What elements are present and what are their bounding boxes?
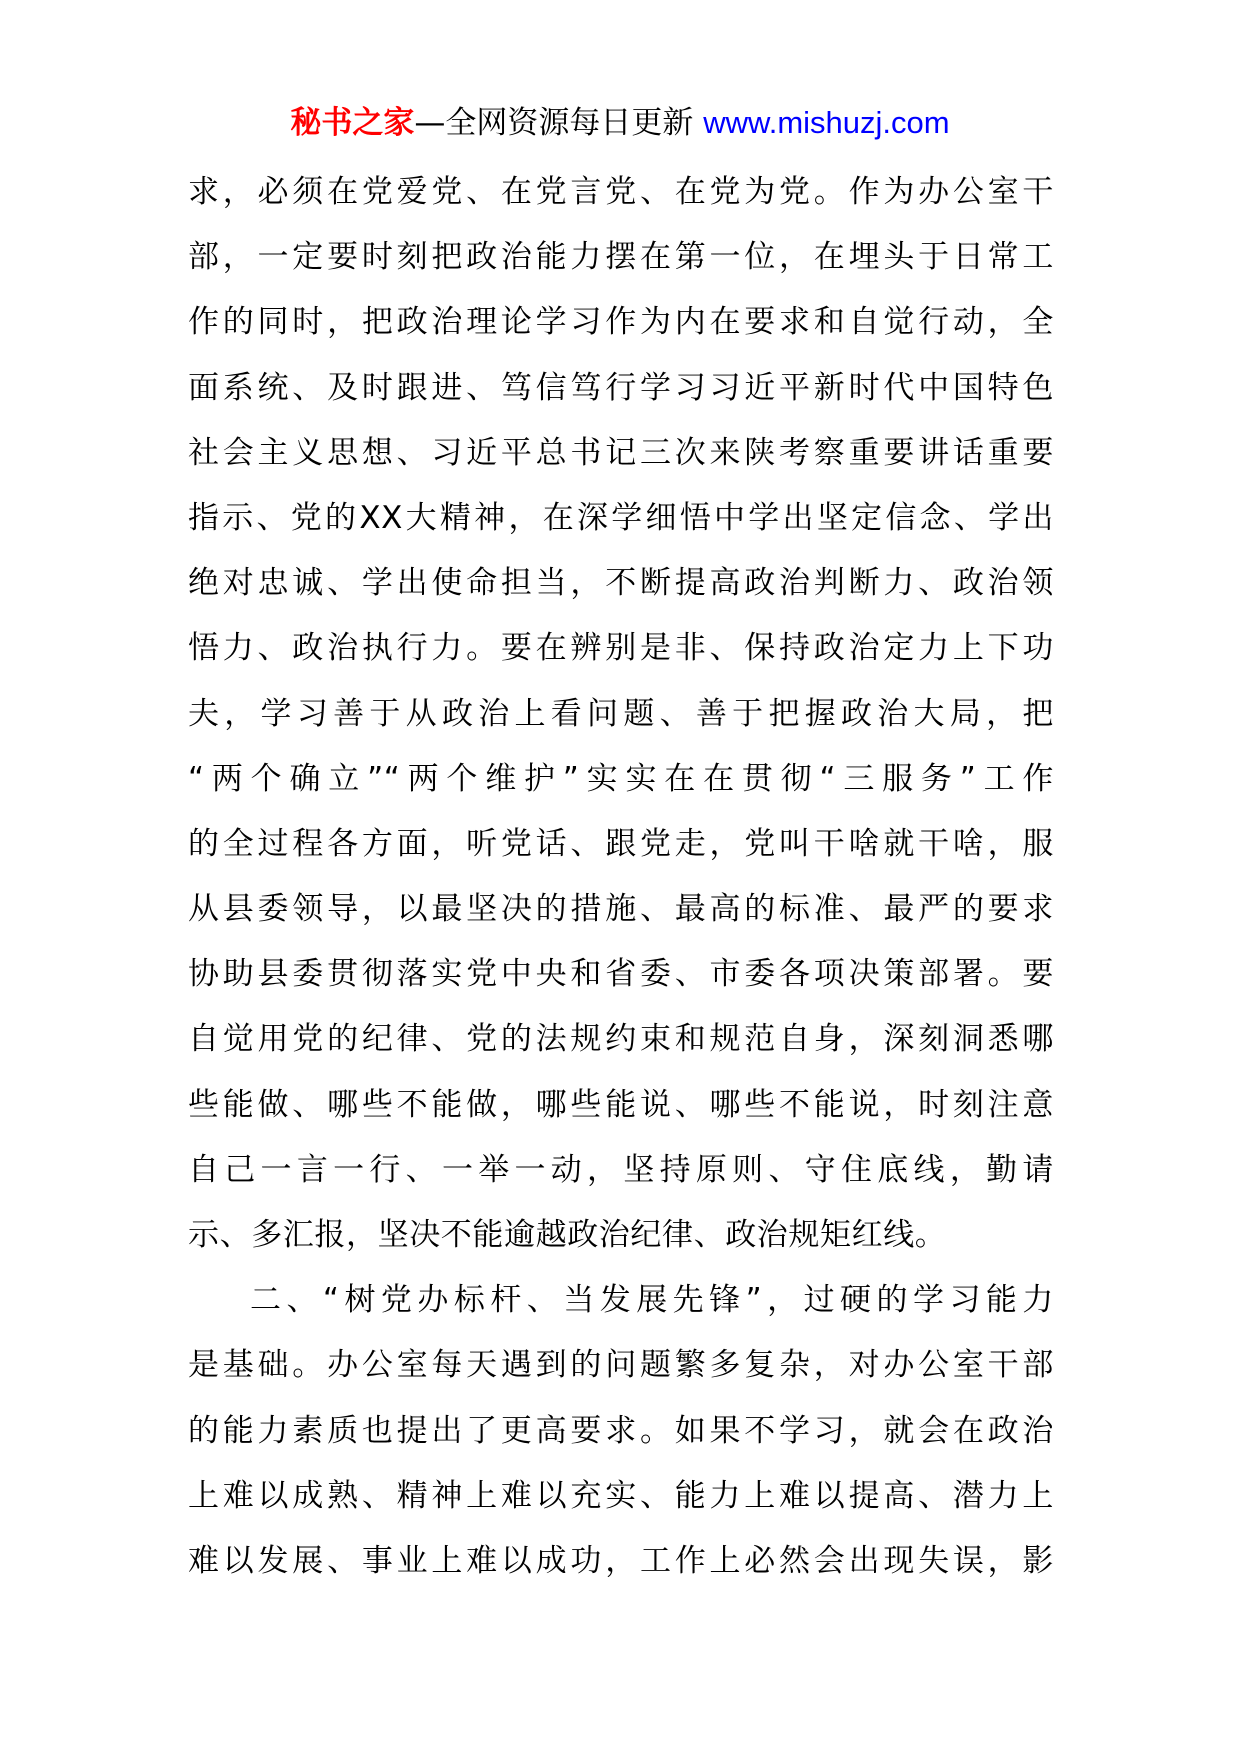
text-line: 上难以成熟、精神上难以充实、能力上难以提高、潜力上 bbox=[188, 1477, 1054, 1514]
brand-name: 秘书之家 bbox=[290, 105, 415, 141]
text-line: 些能做、哪些不能做，哪些能说、哪些不能说，时刻注意 bbox=[188, 1086, 1054, 1123]
document-body bbox=[188, 160, 1054, 1594]
text-line: 面系统、及时跟进、笃信笃行学习习近平新时代中国特色 bbox=[188, 369, 1054, 406]
text-line: 悟力、政治执行力。要在辨别是非、保持政治定力上下功 bbox=[188, 630, 1054, 667]
text-line: 自己一言一行、一举一动，坚持原则、守住底线，勤请 bbox=[188, 1151, 1054, 1188]
text-line: 从县委领导，以最坚决的措施、最高的标准、最严的要求 bbox=[188, 891, 1054, 928]
text-line: “两个确立”“两个维护”实实在在贯彻“三服务”工作 bbox=[188, 760, 1054, 797]
text-line: 的能力素质也提出了更高要求。如果不学习，就会在政治 bbox=[188, 1412, 1054, 1449]
text-line: 作的同时，把政治理论学习作为内在要求和自觉行动，全 bbox=[188, 304, 1054, 341]
text-line: 绝对忠诚、学出使命担当，不断提高政治判断力、政治领 bbox=[188, 565, 1054, 602]
text-line: 求，必须在党爱党、在党言党、在党为党。作为办公室干 bbox=[188, 174, 1054, 210]
text-line: 部，一定要时刻把政治能力摆在第一位，在埋头于日常工 bbox=[188, 239, 1054, 276]
text-line: 的全过程各方面，听党话、跟党走，党叫干啥就干啥，服 bbox=[188, 825, 1054, 862]
site-url-link[interactable]: www.mishuzj.com bbox=[703, 105, 950, 140]
header-tagline: —全网资源每日更新 bbox=[414, 105, 694, 141]
section-heading-line: 二、“树党办标杆、当发展先锋”，过硬的学习能力 bbox=[250, 1282, 1054, 1319]
text-line: 指示、党的XX大精神，在深学细悟中学出坚定信念、学出 bbox=[188, 499, 1054, 536]
text-line: 社会主义思想、习近平总书记三次来陕考察重要讲话重要 bbox=[188, 434, 1054, 471]
text-line: 是基础。办公室每天遇到的问题繁多复杂，对办公室干部 bbox=[188, 1347, 1054, 1384]
text-line: 示、多汇报，坚决不能逾越政治纪律、政治规矩红线。 bbox=[188, 1217, 947, 1253]
text-line: 自觉用党的纪律、党的法规约束和规范自身，深刻洞悉哪 bbox=[188, 1021, 1054, 1058]
text-line: 难以发展、事业上难以成功，工作上必然会出现失误，影 bbox=[188, 1542, 1054, 1579]
page-header bbox=[0, 100, 1240, 146]
text-line: 协助县委贯彻落实党中央和省委、市委各项决策部署。要 bbox=[188, 956, 1054, 993]
text-line: 夫，学习善于从政治上看问题、善于把握政治大局，把 bbox=[188, 695, 1054, 732]
